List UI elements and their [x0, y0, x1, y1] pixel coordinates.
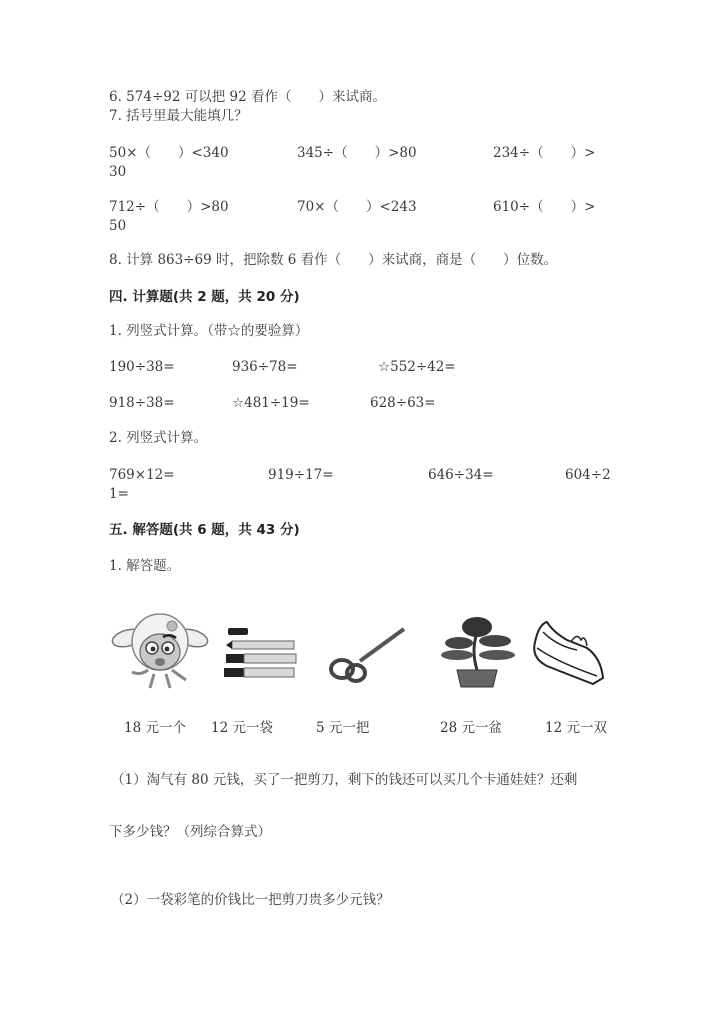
s5-q1-sub1-line1: （1）淘气有 80 元钱，买了一把剪刀，剩下的钱还可以买几个卡通娃娃？还剩: [111, 772, 578, 788]
q7-row1-item1: 50×（ ）<340: [109, 145, 229, 161]
s4-q1-r1-c2: 936÷78=: [232, 359, 298, 375]
q7-row2-item3: 610÷（ ）>: [493, 199, 596, 215]
s4-q1-r2-c3: 628÷63=: [370, 395, 436, 411]
markers-icon: [222, 625, 302, 680]
s4-q1-r1-c1: 190÷38=: [109, 359, 175, 375]
price-shoe: 12 元一双: [545, 720, 607, 736]
s4-q1-r1-c3: ☆552÷42=: [378, 359, 456, 375]
s5-q1-title: 1. 解答题。: [109, 558, 181, 574]
s4-q2-c4: 604÷2: [565, 467, 611, 483]
s4-q2-c1: 769×12=: [109, 467, 175, 483]
s4-q2-c3: 646÷34=: [428, 467, 494, 483]
shoe-icon: [527, 618, 607, 690]
q7-row2-item1: 712÷（ ）>80: [109, 199, 229, 215]
q7-row2-wrap: 50: [109, 218, 127, 234]
price-bonsai: 28 元一盆: [440, 720, 502, 736]
price-markers: 12 元一袋: [211, 720, 273, 736]
cartoon-doll-icon: [110, 610, 210, 690]
q7-row1-wrap: 30: [109, 164, 127, 180]
s4-q2-wrap: 1=: [109, 486, 129, 502]
s4-q2-c2: 919÷17=: [268, 467, 334, 483]
question-8: 8. 计算 863÷69 时，把除数 6 看作（ ）来试商，商是（ ）位数。: [109, 252, 558, 268]
q7-row1-item2: 345÷（ ）>80: [297, 145, 417, 161]
s5-q1-sub1-line2: 下多少钱？（列综合算式）: [109, 824, 271, 840]
s4-q2-title: 2. 列竖式计算。: [109, 430, 208, 446]
scissors-icon: [328, 625, 408, 685]
q7-row1-item3: 234÷（ ）>: [493, 145, 596, 161]
question-7-title: 7. 括号里最大能填几？: [109, 108, 248, 124]
price-scissors: 5 元一把: [316, 720, 370, 736]
s4-q1-title: 1. 列竖式计算。（带☆的要验算）: [109, 323, 309, 339]
s4-q1-r2-c1: 918÷38=: [109, 395, 175, 411]
section-5-title: 五. 解答题(共 6 题，共 43 分): [109, 522, 300, 538]
section-4-title: 四. 计算题(共 2 题，共 20 分): [109, 289, 300, 305]
q7-row2-item2: 70×（ ）<243: [297, 199, 417, 215]
bonsai-icon: [437, 615, 517, 690]
s5-q1-sub2: （2）一袋彩笔的价钱比一把剪刀贵多少元钱？: [111, 892, 390, 908]
s4-q1-r2-c2: ☆481÷19=: [232, 395, 310, 411]
price-doll: 18 元一个: [124, 720, 186, 736]
question-6: 6. 574÷92 可以把 92 看作（ ）来试商。: [109, 89, 386, 105]
